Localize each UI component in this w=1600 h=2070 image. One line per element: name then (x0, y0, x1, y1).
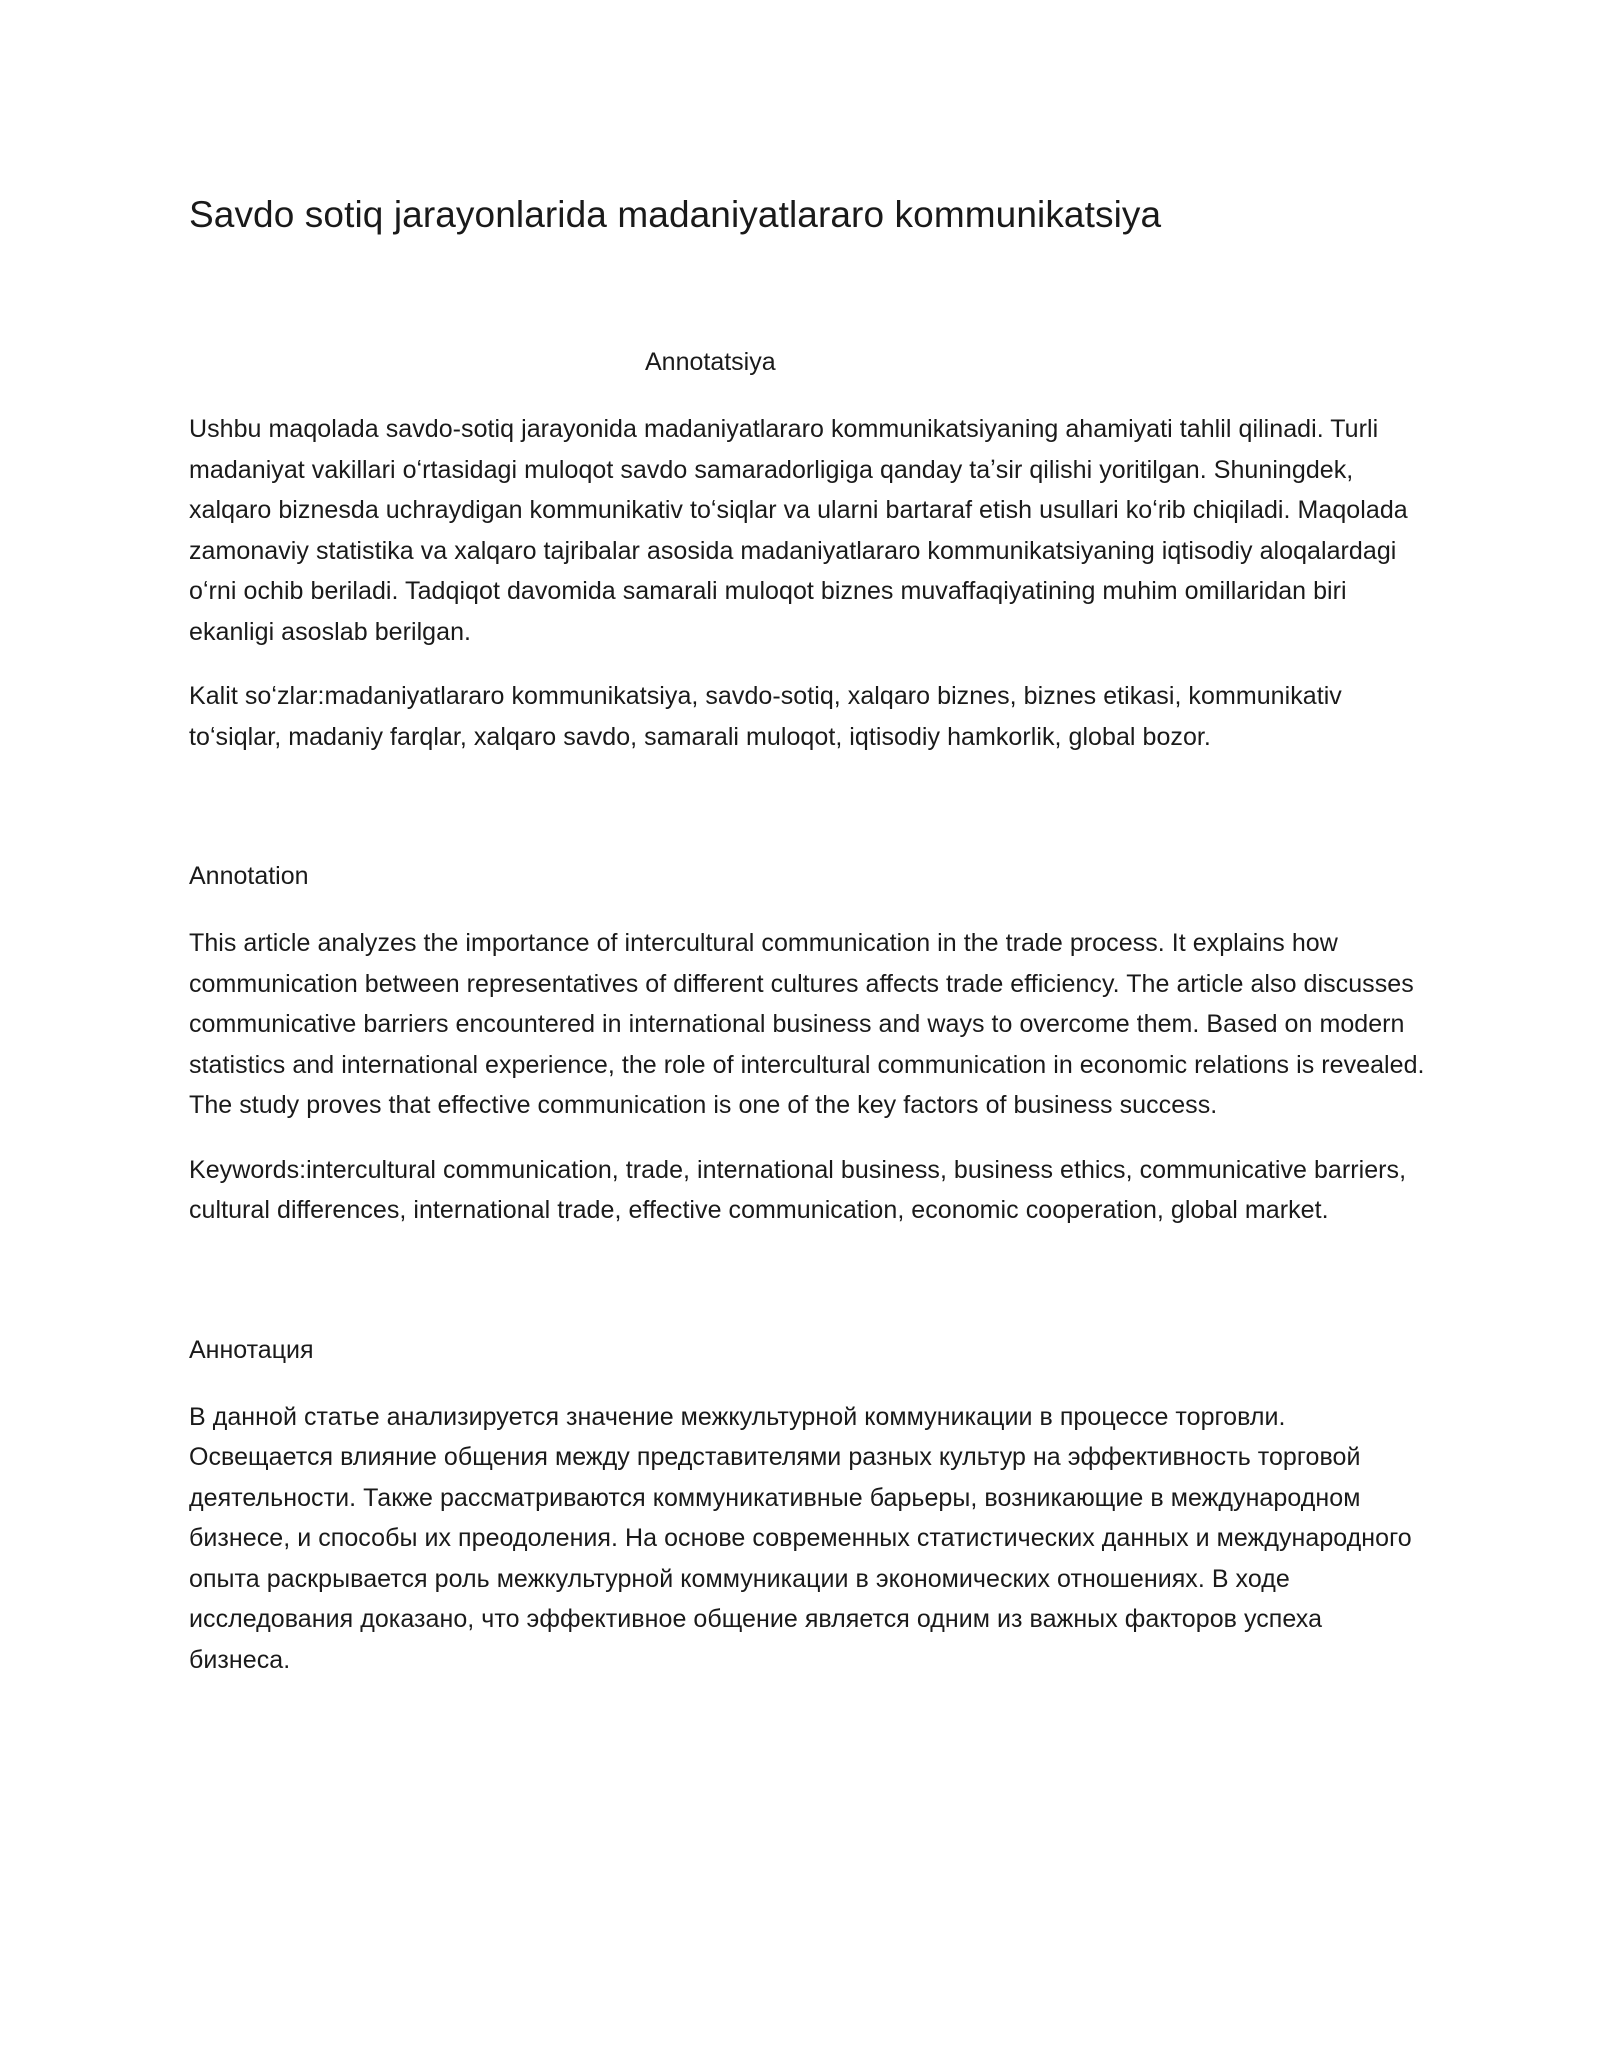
annotation-heading-uz: Annotatsiya (645, 348, 776, 376)
abstract-uz: Ushbu maqolada savdo-sotiq jarayonida madaniyatlararo kommunikatsiyaning ahamiyati tahlil qilinadi. Turli madaniyat vakillari oʻrtasidagi muloqot savdo samaradorligiga qanday taʼsir qilishi yoritilgan. Shuningdek, xalqaro biznesda uchraydigan kommunikativ toʻsiqlar va ularni bartaraf etish usullari koʻrib chiqiladi. Maqolada zamonaviy statistika va xalqaro tajribalar asosida madaniyatlararo kommunikatsiyaning iqtisodiy aloqalardagi oʻrni ochib beriladi. Tadqiqot davomida samarali muloqot biznes muvaffaqiyatining muhim omillaridan biri ekanligi asoslab berilgan. (189, 415, 1408, 646)
document-title: Savdo sotiq jarayonlarida madaniyatlararo kommunikatsiya (189, 194, 1162, 235)
document-content (189, 190, 1429, 1680)
keywords-en: Keywords:intercultural communication, trade, international business, business ethics, communicative barriers, cultural differences, international trade, effective communication, economic cooperation, global market. (189, 1155, 1407, 1224)
keywords-uz: Kalit soʻzlar:madaniyatlararo kommunikatsiya, savdo-sotiq, xalqaro biznes, biznes etikasi, kommunikativ toʻsiqlar, madaniy farqlar, xalqaro savdo, samarali muloqot, iqtisodiy hamkorlik, global bozor. (189, 682, 1342, 751)
abstract-ru: В данной статье анализируется значение межкультурной коммуникации в процессе торговли. Освещается влияние общения между представителями разных культур на эффективность торговой деятельности. Также рассматриваются коммуникативные барьеры, возникающие в международном бизнесе, и способы их преодоления. На основе современных статистических данных и международного опыта раскрывается роль межкультурной коммуникации в экономических отношениях. В ходе исследования доказано, что эффективное общение является одним из важных факторов успеха бизнеса. (189, 1402, 1412, 1674)
annotation-heading-en: Annotation (189, 862, 309, 890)
abstract-en: This article analyzes the importance of intercultural communication in the trade process. It explains how communication between representatives of different cultures affects trade efficiency. The article also discusses communicative barriers encountered in international business and ways to overcome them. Based on modern statistics and international experience, the role of intercultural communication in economic relations is revealed. The study proves that effective communication is one of the key factors of business success. (189, 929, 1425, 1119)
annotation-heading-ru: Аннотация (189, 1335, 314, 1364)
